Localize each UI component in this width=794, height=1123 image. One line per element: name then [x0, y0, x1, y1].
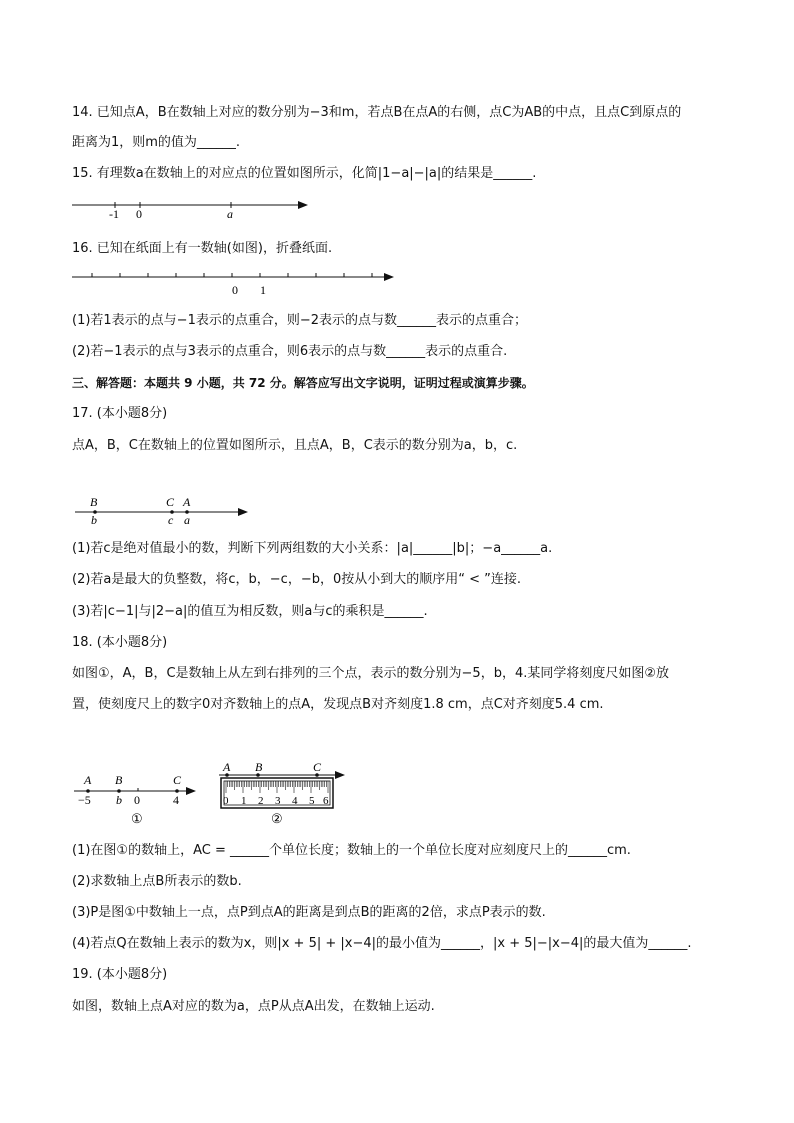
q18-fig2-label-C: C: [313, 760, 322, 774]
q17-label-A: A: [183, 495, 191, 509]
ruler-num-2: 2: [258, 795, 264, 807]
q15-label-minus1: -1: [109, 207, 119, 221]
q15-number-line: [68, 196, 318, 222]
q14-line2: 距离为1，则m的值为______.: [72, 135, 241, 150]
q15-text: 15. 有理数a在数轴上的对应点的位置如图所示，化简|1−a|−|a|的结果是______.: [72, 166, 537, 181]
q15-label-a: a: [227, 207, 233, 221]
q17-sub1: (1)若c是绝对值最小的数，判断下列两组数的大小关系：|a|______|b|；−a______a.: [72, 541, 553, 556]
q18-fig1-label-C: C: [173, 773, 182, 787]
q18-fig1-label-B: B: [115, 773, 123, 787]
q17-label-C: C: [166, 495, 175, 509]
q18-sub3: (3)P是图①中数轴上一点，点P到点A的距离是到点B的距离的2倍，求点P表示的数.: [72, 905, 546, 920]
q14-line1: 14. 已知点A，B在数轴上对应的数分别为−3和m，若点B在点A的右侧，点C为AB的中点，且点C到原点的: [72, 105, 682, 120]
q17-header: 17. (本小题8分): [72, 406, 168, 421]
ruler-num-1: 1: [241, 795, 247, 807]
q18-header: 18. (本小题8分): [72, 635, 168, 650]
q18-sub1: (1)在图①的数轴上，AC = ______个单位长度；数轴上的一个单位长度对应刻度尺上的______cm.: [72, 843, 631, 858]
q19-text: 如图，数轴上点A对应的数为a，点P从点A出发，在数轴上运动.: [72, 999, 435, 1014]
q18-fig2-caption: ②: [271, 811, 283, 826]
q16-sub2: (2)若−1表示的点与3表示的点重合，则6表示的点与数______表示的点重合.: [72, 344, 508, 359]
q16-label-1: 1: [260, 283, 266, 297]
section3-header: 三、解答题：本题共 9 小题，共 72 分。解答应写出文字说明，证明过程或演算步骤。: [72, 376, 534, 390]
q17-label-a: a: [184, 513, 190, 527]
q18-fig2-label-A: A: [223, 760, 231, 774]
q18-sub4: (4)若点Q在数轴上表示的数为x，则|x + 5| + |x−4|的最小值为______，|x + 5|−|x−4|的最大值为______.: [72, 936, 692, 951]
q17-label-b: b: [91, 513, 97, 527]
ruler-num-3: 3: [275, 795, 281, 807]
ruler-num-4: 4: [292, 795, 298, 807]
q18-fig1-label-4: 4: [173, 793, 179, 807]
q18-fig2-label-B: B: [255, 760, 263, 774]
q18-fig1-label-minus5: −5: [78, 793, 91, 807]
q17-number-line: [72, 492, 257, 528]
q18-line1: 如图①，A，B，C是数轴上从左到右排列的三个点，表示的数分别为−5，b，4.某同学将刻度尺如图②放: [72, 666, 670, 681]
q16-label-0: 0: [232, 283, 238, 297]
q18-fig1-label-A: A: [84, 773, 92, 787]
q17-text: 点A，B，C在数轴上的位置如图所示，且点A，B，C表示的数分别为a，b，c.: [72, 438, 518, 453]
q17-label-B: B: [90, 495, 98, 509]
ruler-num-5: 5: [309, 795, 315, 807]
q16-sub1: (1)若1表示的点与−1表示的点重合，则−2表示的点与数______表示的点重合；: [72, 313, 528, 328]
q16-text: 16. 已知在纸面上有一数轴(如图)，折叠纸面.: [72, 241, 333, 256]
ruler-num-0: 0: [223, 795, 229, 807]
q18-fig1-label-b: b: [116, 793, 122, 807]
q17-sub2: (2)若a是最大的负整数，将c，b，−c，−b，0按从小到大的顺序用“ < ”连接.: [72, 572, 521, 587]
q18-line2: 置，使刻度尺上的数字0对齐数轴上的点A，发现点B对齐刻度1.8 cm，点C对齐刻度5.4 cm.: [72, 697, 604, 712]
ruler-num-6: 6: [323, 795, 329, 807]
q18-fig1-caption: ①: [131, 811, 143, 826]
q18-sub2: (2)求数轴上点B所表示的数b.: [72, 874, 242, 889]
q17-sub3: (3)若|c−1|与|2−a|的值互为相反数，则a与c的乘积是______.: [72, 604, 428, 619]
q18-figure2-ruler: [215, 760, 350, 828]
q19-header: 19. (本小题8分): [72, 967, 168, 982]
q18-fig1-label-0: 0: [134, 793, 140, 807]
q18-figure1-number-line: [70, 768, 205, 828]
q17-label-c: c: [168, 513, 174, 527]
q16-number-line: [68, 268, 398, 298]
q15-label-0: 0: [136, 207, 142, 221]
